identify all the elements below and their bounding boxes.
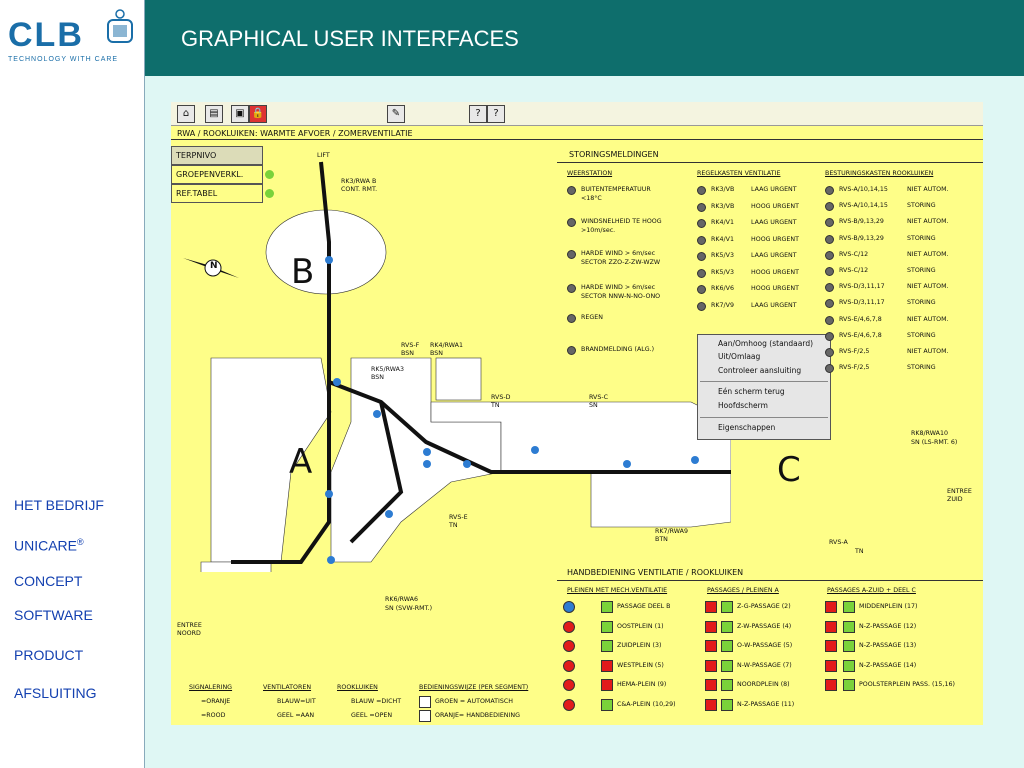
rk5-sub: BSN: [371, 374, 384, 381]
rvsa-label: RVS-A: [829, 539, 848, 546]
rk4-sub: BSN: [430, 350, 443, 357]
screen-subtitle: RWA / ROOKLUIKEN: WARMTE AFVOER / ZOMERVENTILATIE: [177, 129, 413, 138]
regel-code: RK4/V1: [711, 219, 734, 226]
bestur-status: NIET AUTOM.: [907, 250, 949, 258]
status-dot: [697, 236, 706, 245]
status-dot: [825, 218, 834, 227]
weer-label: SECTOR ZZO-Z-ZW-WZW: [581, 259, 661, 266]
legend-v1: BLAUW=UIT: [277, 698, 316, 705]
status-dot: [825, 186, 834, 195]
menu-item-uit[interactable]: Uit/Omlaag: [718, 352, 761, 361]
status-dot: [825, 316, 834, 325]
legend-r1: BLAUW =DICHT: [351, 698, 402, 705]
legend-b2: ORANJE= HANDBEDIENING: [435, 712, 520, 719]
logo-icon: [104, 8, 136, 48]
rook-status-icon[interactable]: [705, 679, 717, 691]
bestur-status: NIET AUTOM.: [907, 283, 949, 291]
reftabel-button[interactable]: REF.TABEL: [171, 184, 263, 203]
status-dot: [697, 219, 706, 228]
divider: [171, 139, 983, 140]
passage-label: N-W-PASSAGE (7): [737, 661, 792, 669]
status-dot: [825, 348, 834, 357]
col1-header: PLEINEN MET MECH.VENTILATIE: [567, 587, 668, 594]
mode-toggle[interactable]: [601, 699, 613, 711]
logo-text: CLB: [8, 16, 84, 54]
rvsc-sub: SN: [589, 402, 598, 409]
rook-status-icon[interactable]: [825, 660, 837, 672]
status-dot: [567, 314, 576, 323]
regel-status: LAAG URGENT: [751, 301, 797, 309]
bestur-code: RVS-A/10,14,15: [839, 202, 888, 210]
rvse-sub: TN: [449, 522, 458, 529]
context-menu: [697, 334, 831, 440]
regel-code: RK6/V6: [711, 285, 734, 292]
mode-toggle[interactable]: [601, 640, 613, 652]
page-header: [0, 0, 1024, 76]
rvsc-label: RVS-C: [589, 394, 609, 401]
tool-icon[interactable]: ✎: [387, 105, 405, 123]
rook-status-icon[interactable]: [825, 601, 837, 613]
plein-label: C&A-PLEIN (10,29): [617, 700, 676, 708]
legend-vent: VENTILATOREN: [263, 684, 312, 691]
plein-label: OOSTPLEIN (1): [617, 622, 664, 630]
status-dot: [697, 302, 706, 311]
status-dot: [825, 251, 834, 260]
plein-label: PASSAGE DEEL B: [617, 603, 671, 610]
rk5-label: RK5/RWA3: [371, 366, 404, 373]
nav-unicare[interactable]: [14, 537, 84, 554]
rook-status-icon[interactable]: [705, 601, 717, 613]
registered-mark: ®: [77, 537, 84, 547]
legend-o2: =ROOD: [201, 712, 226, 719]
vent-status-icon[interactable]: [563, 660, 575, 672]
logo-tagline: TECHNOLOGY WITH CARE: [8, 56, 119, 63]
nav-product[interactable]: PRODUCT: [14, 647, 84, 663]
vent-status-icon[interactable]: [563, 679, 575, 691]
mode-toggle[interactable]: [843, 601, 855, 613]
help-icon[interactable]: ?: [469, 105, 487, 123]
floor-plan: [171, 142, 731, 572]
bestur-status: NIET AUTOM.: [907, 315, 949, 323]
rk3-sub: CONT. RMT.: [341, 186, 378, 193]
regel-code: RK4/V1: [711, 235, 734, 243]
regel-status: LAAG URGENT: [751, 252, 797, 259]
weer-label: HARDE WIND > 6m/sec: [581, 284, 656, 291]
status-dot: [825, 283, 834, 292]
rvsd-sub: TN: [491, 402, 500, 409]
entree-zuid-sub: ZUID: [947, 496, 963, 503]
rk8-sub: SN (LS-RMT. 6): [911, 439, 958, 446]
bestur-status: STORING: [907, 234, 936, 242]
rook-status-icon[interactable]: [705, 699, 717, 711]
divider: [557, 580, 983, 581]
bestur-code: RVS-B/9,13,29: [839, 234, 884, 242]
rvsa-sub: TN: [855, 548, 864, 555]
legend-bed: BEDIENINGSWIJZE (PER SEGMENT): [419, 684, 529, 691]
weer-label: HARDE WIND > 6m/sec: [581, 250, 656, 257]
passage-label: O-W-PASSAGE (5): [737, 642, 793, 649]
mode-toggle[interactable]: [601, 679, 613, 691]
rk8-label: RK8/RWA10: [911, 430, 948, 437]
bestur-status: NIET AUTOM.: [907, 218, 949, 226]
bestur-code: RVS-D/3,11,17: [839, 299, 885, 307]
plein-label: WESTPLEIN (5): [617, 661, 664, 669]
weer-label: BUITENTEMPERATUUR: [581, 186, 651, 193]
regel-status: LAAG URGENT: [751, 186, 797, 193]
status-dot: [697, 186, 706, 195]
mode-toggle[interactable]: [601, 601, 613, 613]
zone-b-label: B: [291, 252, 315, 292]
save-icon[interactable]: ▣: [231, 105, 249, 123]
passage-label: N-Z-PASSAGE (14): [859, 661, 917, 669]
vent-status-icon[interactable]: [563, 621, 575, 633]
legend-v2: GEEL =AAN: [277, 712, 315, 719]
status-dot: [697, 269, 706, 278]
zone-c-label: C: [777, 450, 801, 490]
north-label: N: [210, 261, 218, 271]
bestur-code: RVS-D/3,11,17: [839, 283, 885, 291]
storing-title: STORINGSMELDINGEN: [569, 150, 659, 159]
menu-item-terug[interactable]: Eén scherm terug: [718, 387, 785, 396]
mode-toggle[interactable]: [721, 679, 733, 691]
menu-item-hoofdscherm[interactable]: Hoofdscherm: [718, 401, 768, 410]
lift-label: LIFT: [317, 152, 330, 159]
mode-toggle[interactable]: [601, 660, 613, 672]
bestur-status: STORING: [907, 364, 936, 372]
weer-label: SECTOR NNW-N-NO-ONO: [581, 293, 661, 300]
vent-status-icon[interactable]: [563, 699, 575, 711]
nav-unicare-label: UNICARE: [14, 537, 78, 554]
rk3-label: RK3/RWA B: [341, 178, 377, 185]
bestur-code: RVS-C/12: [839, 250, 869, 258]
bestur-code: RVS-F/2,5: [839, 364, 870, 372]
regel-status: HOOG URGENT: [751, 268, 799, 276]
entree-zuid-label: ENTREE: [947, 488, 972, 495]
bestur-code: RVS-C/12: [839, 267, 869, 274]
regel-status: HOOG URGENT: [751, 202, 799, 210]
regel-code: RK5/V3: [711, 268, 734, 276]
regel-status: LAAG URGENT: [751, 219, 797, 226]
passage-label: Z-W-PASSAGE (4): [737, 622, 792, 630]
bestur-status: STORING: [907, 331, 936, 339]
bestur-status: NIET AUTOM.: [907, 186, 949, 193]
status-dot: [567, 284, 576, 293]
status-dot: [825, 332, 834, 341]
status-dot: [825, 364, 834, 373]
menu-item-controleer[interactable]: Controleer aansluiting: [718, 366, 802, 375]
legend-o1: =ORANJE: [201, 698, 231, 705]
legend-b1: GROEN = AUTOMATISCH: [435, 698, 513, 705]
entree-noord-label: ENTREE: [177, 622, 202, 629]
passage-label: POOLSTERPLEIN PASS. (15,16): [859, 681, 955, 688]
passage-label: Z-G-PASSAGE (2): [737, 603, 791, 610]
terpnivo-button[interactable]: TERPNIVO: [171, 146, 263, 165]
status-dot: [825, 202, 834, 211]
rook-status-icon[interactable]: [825, 679, 837, 691]
entree-noord-sub: NOORD: [177, 630, 201, 637]
bestur-code: RVS-E/4,6,7,8: [839, 315, 882, 323]
mode-toggle[interactable]: [843, 621, 855, 633]
bestur-code: RVS-A/10,14,15: [839, 186, 888, 193]
status-dot: [567, 218, 576, 227]
mode-toggle[interactable]: [721, 660, 733, 672]
weer-header: WEERSTATION: [567, 170, 613, 177]
regel-code: RK3/VB: [711, 186, 735, 193]
legend-rook: ROOKLUIKEN: [337, 684, 378, 691]
logo: [0, 0, 145, 76]
legend-sig: SIGNALERING: [189, 684, 233, 691]
weer-label: <18°C: [581, 195, 602, 202]
bestur-code: RVS-F/2,5: [839, 348, 870, 355]
rook-status-icon[interactable]: [705, 640, 717, 652]
vent-status-icon[interactable]: [563, 601, 575, 613]
rk7-sub: BTN: [655, 536, 668, 543]
menu-item-eigenschappen[interactable]: Eigenschappen: [718, 423, 776, 432]
mode-toggle[interactable]: [843, 660, 855, 672]
toolbar: [171, 102, 983, 126]
mode-toggle[interactable]: [601, 621, 613, 633]
menu-separator: [700, 381, 828, 382]
regel-code: RK7/V9: [711, 301, 734, 309]
rvsf-label: RVS-F: [401, 342, 420, 349]
legend-r2: GEEL =OPEN: [351, 712, 393, 719]
bestur-status: STORING: [907, 267, 936, 274]
regel-header: REGELKASTEN VENTILATIE: [697, 170, 781, 177]
status-dot: [567, 186, 576, 195]
menu-separator: [700, 417, 828, 418]
plein-label: HEMA-PLEIN (9): [617, 681, 667, 688]
regel-code: RK3/VB: [711, 202, 735, 210]
lock-icon[interactable]: 🔒: [249, 105, 267, 123]
bestur-status: STORING: [907, 202, 936, 210]
rook-status-icon[interactable]: [705, 660, 717, 672]
context-help-icon[interactable]: ?: [487, 105, 505, 123]
bestur-code: RVS-B/9,13,29: [839, 218, 884, 226]
mode-toggle[interactable]: [721, 601, 733, 613]
passage-label: NOORDPLEIN (8): [737, 681, 790, 688]
legend-square: [419, 710, 431, 722]
passage-label: N-Z-PASSAGE (12): [859, 622, 917, 630]
rk6-label: RK6/RWA6: [385, 596, 418, 603]
status-dot: [697, 285, 706, 294]
home-icon[interactable]: ⌂: [177, 105, 195, 123]
title-bar: [145, 0, 1024, 76]
zone-a-label: A: [289, 442, 313, 482]
regel-status: HOOG URGENT: [751, 235, 799, 243]
weer-label: >10m/sec.: [581, 227, 616, 234]
mode-toggle[interactable]: [721, 640, 733, 652]
rk4-label: RK4/RWA1: [430, 342, 463, 349]
col2-header: PASSAGES / PLEINEN A: [707, 587, 779, 594]
bestur-status: NIET AUTOM.: [907, 348, 949, 355]
legend-square: [419, 696, 431, 708]
weer-label: BRANDMELDING (ALG.): [581, 346, 655, 353]
sidebar: [0, 76, 145, 768]
nav-het-bedrijf[interactable]: HET BEDRIJF: [14, 497, 104, 513]
passage-label: N-Z-PASSAGE (13): [859, 642, 917, 649]
bestur-header: BESTURINGSKASTEN ROOKLUIKEN: [825, 170, 934, 177]
scada-screen: [171, 102, 983, 725]
plein-label: ZUIDPLEIN (3): [617, 642, 662, 649]
mode-toggle[interactable]: [721, 699, 733, 711]
page-title: GRAPHICAL USER INTERFACES: [181, 26, 519, 51]
col3-header: PASSAGES A-ZUID + DEEL C: [827, 587, 916, 594]
status-dot: [697, 252, 706, 261]
bestur-status: STORING: [907, 299, 936, 307]
print-icon[interactable]: ▤: [205, 105, 223, 123]
mode-toggle[interactable]: [721, 621, 733, 633]
mode-toggle[interactable]: [843, 679, 855, 691]
passage-label: N-Z-PASSAGE (11): [737, 700, 795, 708]
rook-status-icon[interactable]: [825, 640, 837, 652]
hand-title: HANDBEDIENING VENTILATIE / ROOKLUIKEN: [567, 568, 744, 577]
divider: [557, 162, 983, 163]
status-dot: [567, 250, 576, 259]
rvse-label: RVS-E: [449, 514, 468, 521]
menu-item-aan[interactable]: Aan/Omhoog (standaard): [718, 339, 814, 348]
status-dot: [697, 203, 706, 212]
regel-status: HOOG URGENT: [751, 285, 799, 292]
nav-software[interactable]: SOFTWARE: [14, 607, 93, 623]
groepenverkl-button[interactable]: GROEPENVERKL.: [171, 165, 263, 184]
rvsd-label: RVS-D: [491, 394, 511, 401]
status-dot: [825, 235, 834, 244]
passage-label: MIDDENPLEIN (17): [859, 603, 918, 610]
rook-status-icon[interactable]: [705, 621, 717, 633]
weer-label: WINDSNELHEID TE HOOG: [581, 218, 662, 225]
rook-status-icon[interactable]: [825, 621, 837, 633]
mode-toggle[interactable]: [843, 640, 855, 652]
rk7-label: RK7/RWA9: [655, 528, 688, 535]
nav-concept[interactable]: CONCEPT: [14, 573, 83, 589]
status-dot: [825, 267, 834, 276]
status-dot: [825, 299, 834, 308]
nav-afsluiting[interactable]: AFSLUITING: [14, 685, 97, 701]
vent-status-icon[interactable]: [563, 640, 575, 652]
status-dot: [567, 346, 576, 355]
weer-label: REGEN: [581, 314, 603, 321]
rk6-sub: SN (SVW-RMT.): [385, 605, 433, 612]
regel-code: RK5/V3: [711, 252, 734, 259]
rvsf-sub: BSN: [401, 350, 414, 357]
bestur-code: RVS-E/4,6,7,8: [839, 331, 882, 339]
